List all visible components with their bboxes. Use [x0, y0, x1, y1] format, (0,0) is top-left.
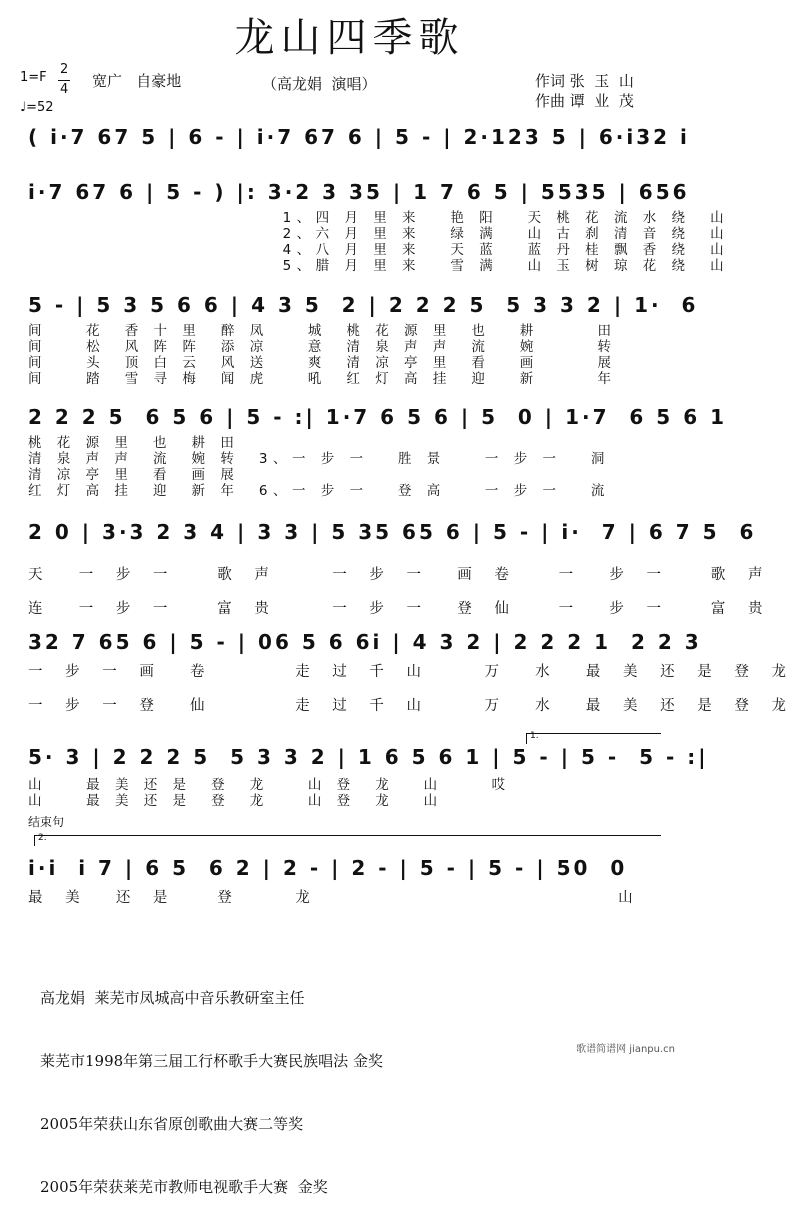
notation-line: 2 2 2 5 6 5 6 | 5 - :| 1·7 6 5 6 | 5 0 | 1·7 6 5 6 1 — [28, 405, 727, 429]
notation-line: 32 7 65 6 | 5 - | 06 5 6 6i | 4 3 2 | 2 2 2 1 2 2 3 — [28, 630, 702, 654]
notation-line: i·7 67 6 | 5 - ) |: 3·2 3 35 | 1 7 6 5 | 5535 | 656 — [28, 180, 690, 204]
score-row-6 — [28, 630, 795, 720]
lyric-line: 间 踏 雪 寻 梅 闻 虎 吼 红 灯 高 挂 迎 新 年 — [28, 371, 617, 387]
notation-line: 5· 3 | 2 2 2 5 5 3 3 2 | 1 6 5 6 1 | 5 - | 5 - 5 - :| — [28, 745, 709, 769]
lyric-line: 间 花 香 十 里 醉 凤 城 桃 花 源 里 也 耕 田 — [28, 323, 617, 339]
lyric-line: 清 泉 声 声 流 婉 转 3、一 步 一 胜 景 一 步 一 洞 — [28, 451, 610, 467]
coda-label: 结束句 — [28, 815, 65, 829]
lyric-line: 清 凉 亭 里 看 画 展 — [28, 467, 240, 483]
lyric-line: 山 最 美 还 是 登 龙 山 登 龙 山 哎 — [28, 777, 511, 793]
score-row-1 — [28, 125, 690, 185]
info-line: 2005年荣获莱芜市教师电视歌手大赛 金奖 — [40, 1178, 328, 1196]
score-row-8 — [28, 856, 660, 916]
meter-bottom: 4 — [60, 82, 69, 97]
info-line: 高龙娟 莱芜市凤城高中音乐教研室主任 — [40, 989, 305, 1007]
singer-credit: （高龙娟 演唱） — [262, 75, 377, 93]
lyric-line: 山 最 美 还 是 登 龙 山 登 龙 山 — [28, 793, 443, 809]
notation-line: 5 - | 5 3 5 6 6 | 4 3 5 2 | 2 2 2 5 5 3 3 2 | 1· 6 — [28, 293, 699, 317]
meter-divider — [58, 80, 70, 81]
notation-line: ( i·7 67 5 | 6 - | i·7 67 6 | 5 - | 2·123 5 | 6·i32 i — [28, 125, 690, 149]
lyric-line: 最 美 还 是 登 龙 山 — [28, 890, 642, 906]
expression-marking: 宽广 自豪地 — [92, 72, 182, 90]
score-row-7 — [28, 745, 709, 835]
meter-top: 2 — [60, 62, 69, 77]
volta-bracket-2 — [34, 835, 661, 846]
song-title: 龙山四季歌 — [234, 15, 465, 61]
volta-bracket-1 — [526, 733, 661, 744]
lyric-line: 间 松 风 阵 阵 添 凉 意 清 泉 声 声 流 婉 转 — [28, 339, 617, 355]
score-row-4 — [28, 405, 727, 505]
singer-info — [40, 946, 383, 1219]
lyric-line: 连 一 步 一 富 贵 一 步 一 登 仙 一 步 一 富 贵 — [28, 601, 772, 617]
key-signature: 1=F — [20, 70, 47, 85]
score-row-3 — [28, 293, 699, 393]
score-row-2 — [28, 180, 730, 280]
lyric-line: 1、四 月 里 来 艳 阳 天 桃 花 流 水 绕 山 — [28, 210, 730, 226]
lyric-line: 桃 花 源 里 也 耕 田 — [28, 435, 240, 451]
composer-credit: 作曲 谭 业 茂 — [535, 92, 634, 110]
notation-line: 2 0 | 3·3 2 3 4 | 3 3 | 5 35 65 6 | 5 - | i· 7 | 6 7 5 6 — [28, 520, 757, 544]
lyric-line: 一 步 一 登 仙 走 过 千 山 万 水 最 美 还 是 登 龙 — [28, 698, 795, 714]
lyric-line: 间 头 顶 白 云 风 送 爽 清 凉 亭 里 看 画 展 — [28, 355, 617, 371]
lyric-line: 红 灯 高 挂 迎 新 年 6、一 步 一 登 高 一 步 一 流 — [28, 483, 610, 499]
notation-line: i·i i 7 | 6 5 6 2 | 2 - | 2 - | 5 - | 5 - | 50 0 — [28, 856, 628, 880]
lyric-line: 2、六 月 里 来 绿 满 山 古 刹 清 音 绕 山 — [28, 226, 730, 242]
lyric-line: 4、八 月 里 来 天 蓝 蓝 丹 桂 飘 香 绕 山 — [28, 242, 730, 258]
lyric-line: 天 一 步 一 歌 声 一 步 一 画 卷 一 步 一 歌 声 — [28, 567, 772, 583]
lyric-line: 一 步 一 画 卷 走 过 千 山 万 水 最 美 还 是 登 龙 — [28, 664, 795, 680]
volta-label-2: 2. — [38, 833, 47, 843]
watermark: 歌谱简谱网 jianpu.cn — [576, 1044, 675, 1055]
info-line: 2005年荣获山东省原创歌曲大赛二等奖 — [40, 1115, 304, 1133]
volta-label-1: 1. — [530, 731, 539, 741]
info-line: 莱芜市1998年第三届工行杯歌手大赛民族唱法 金奖 — [40, 1052, 383, 1070]
lyricist-credit: 作词 张 玉 山 — [535, 72, 634, 90]
score-row-5 — [28, 520, 772, 620]
tempo-marking: ♩=52 — [20, 100, 54, 115]
lyric-line: 5、腊 月 里 来 雪 满 山 玉 树 琼 花 绕 山 — [28, 258, 730, 274]
